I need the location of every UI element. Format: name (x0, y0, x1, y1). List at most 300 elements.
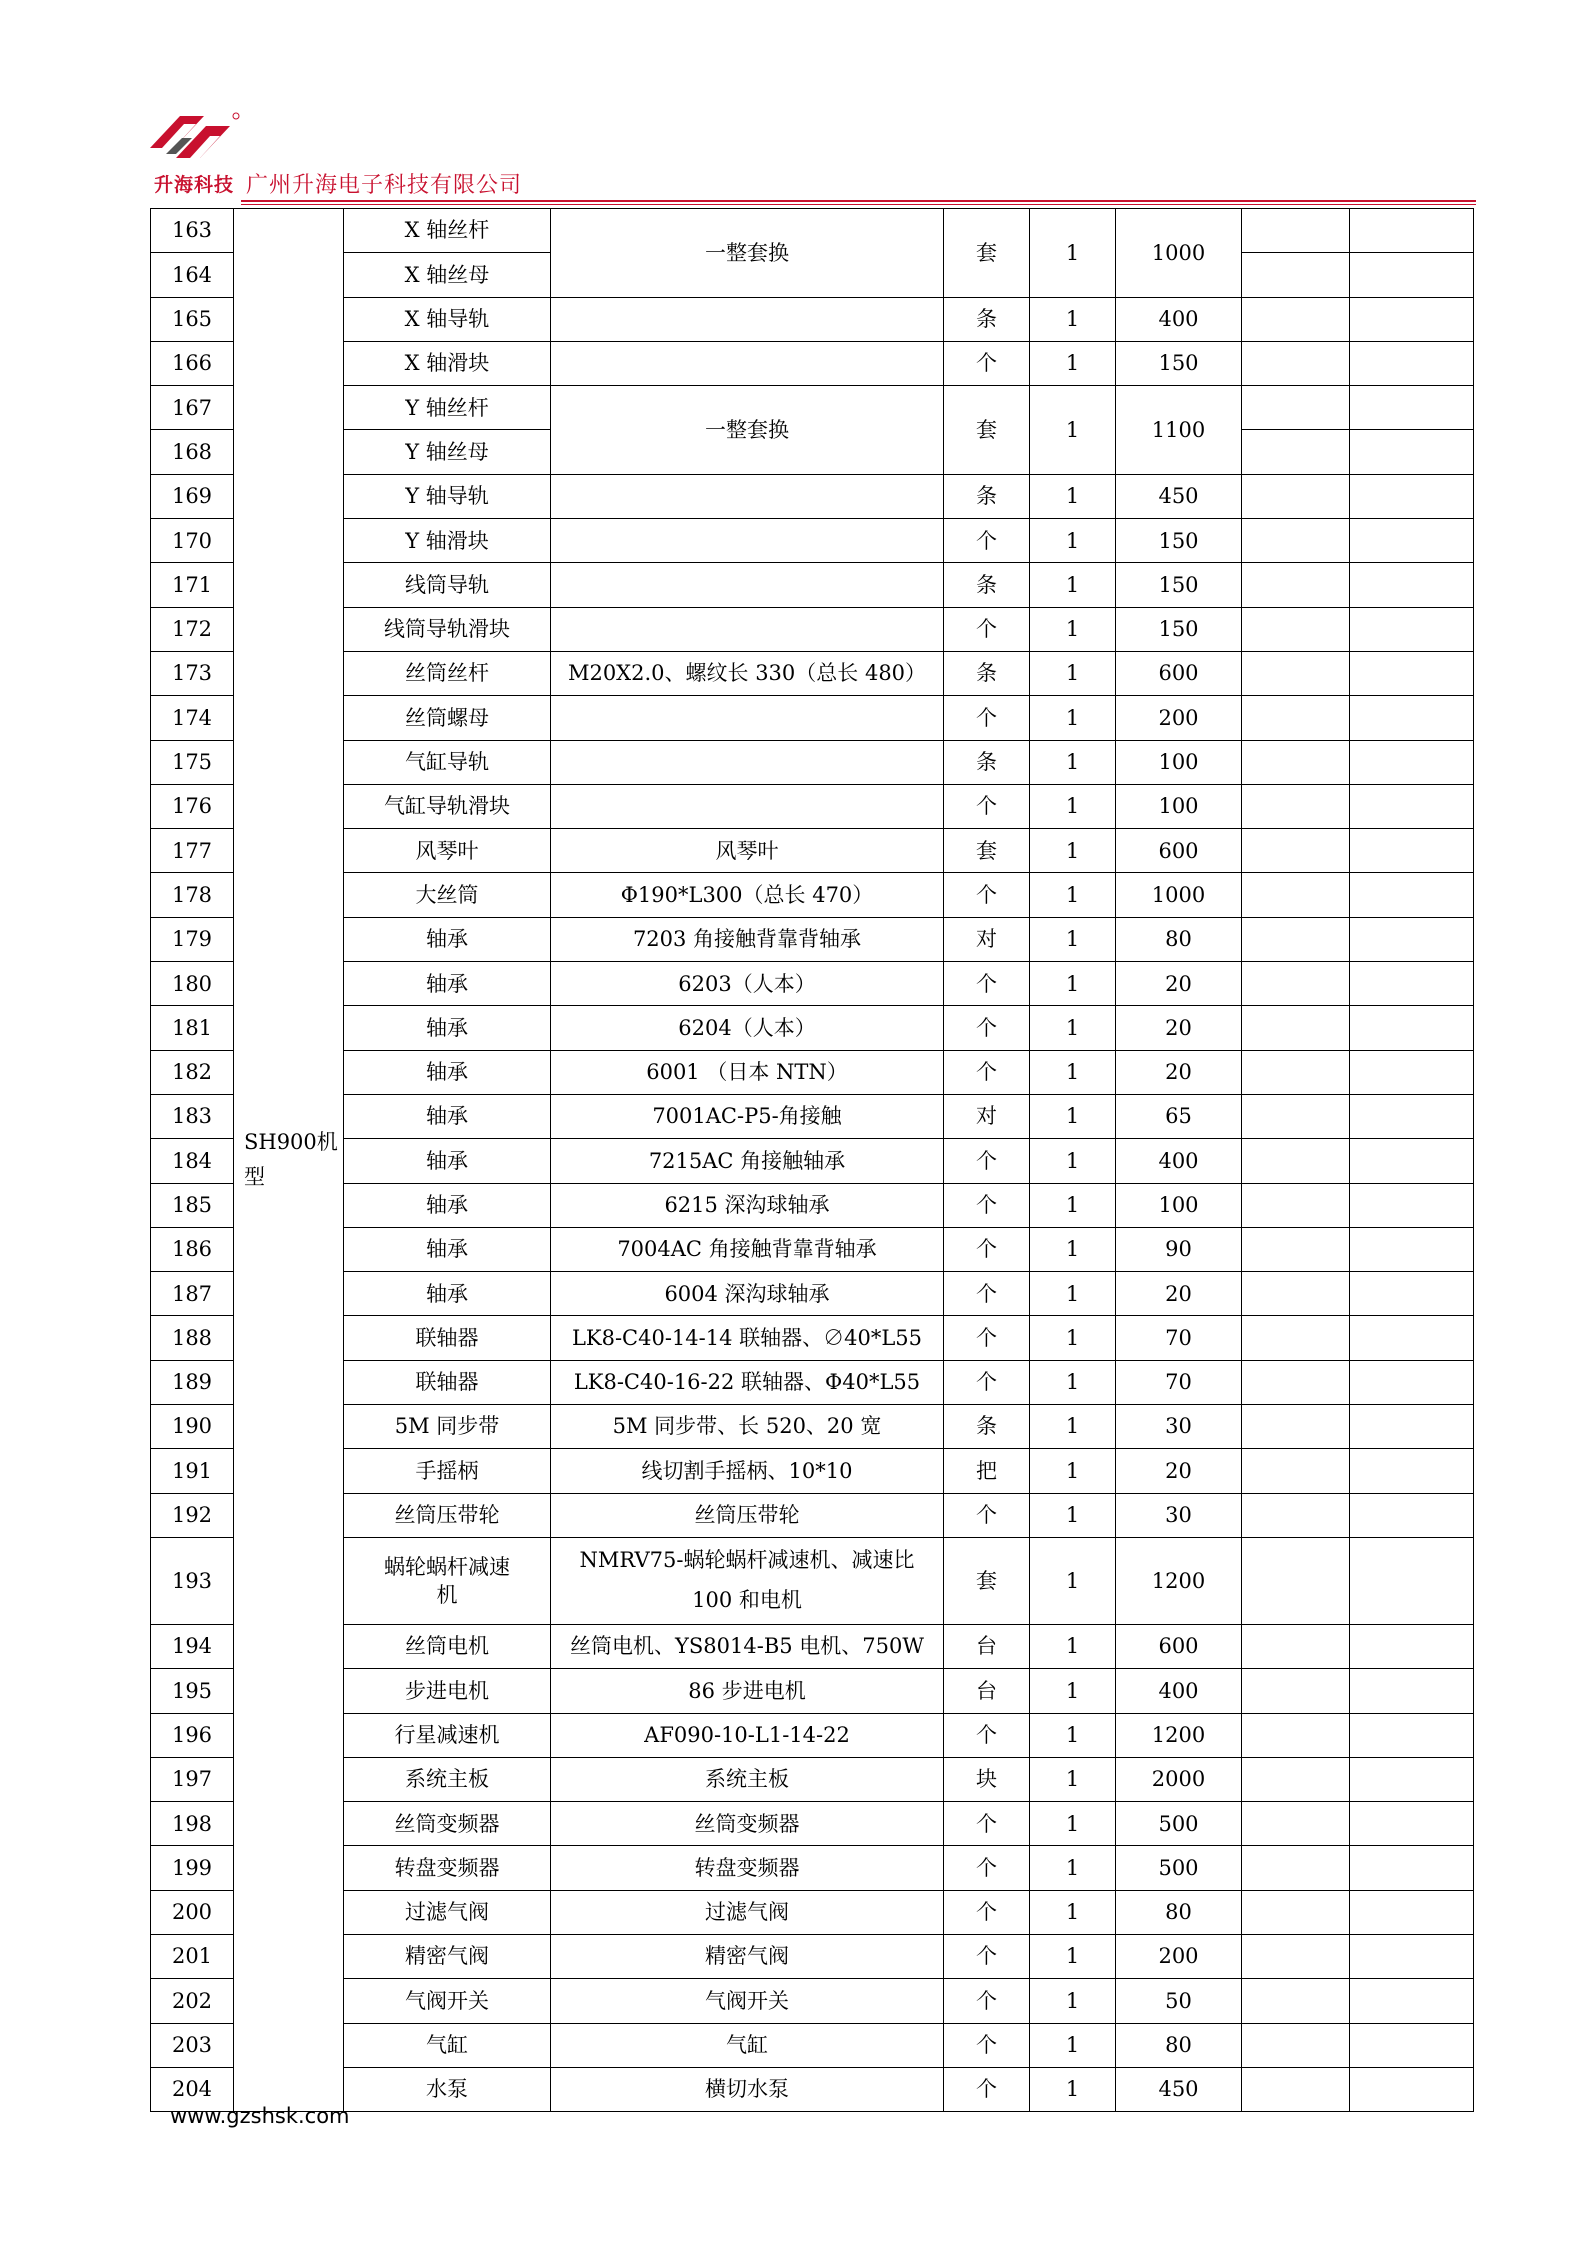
price-cell: 70 (1116, 1316, 1242, 1360)
blank-cell (1242, 784, 1350, 828)
table-row (151, 1050, 1474, 1094)
price-cell: 500 (1116, 1802, 1242, 1846)
blank-cell (1242, 2067, 1350, 2111)
price-cell: 100 (1116, 784, 1242, 828)
quantity-cell: 1 (1030, 519, 1116, 563)
table-row (151, 784, 1474, 828)
unit-cell: 个 (944, 1979, 1030, 2023)
blank-cell (1350, 1757, 1474, 1801)
table-row (151, 341, 1474, 385)
blank-cell (1350, 1139, 1474, 1183)
price-cell: 80 (1116, 917, 1242, 961)
quantity-cell: 1 (1030, 1227, 1116, 1271)
part-name-cell: 步进电机 (344, 1669, 551, 1713)
table-row (151, 1360, 1474, 1404)
part-name-cell: 轴承 (344, 1183, 551, 1227)
blank-cell (1350, 1405, 1474, 1449)
blank-cell (1350, 1183, 1474, 1227)
part-name-cell: 丝筒压带轮 (344, 1493, 551, 1537)
part-name-cell: 轴承 (344, 1094, 551, 1138)
blank-cell (1242, 1802, 1350, 1846)
blank-cell (1350, 1624, 1474, 1668)
spec-cell: AF090-10-L1-14-22 (551, 1713, 944, 1757)
price-cell: 1200 (1116, 1537, 1242, 1624)
unit-cell: 条 (944, 474, 1030, 518)
row-number-cell: 200 (151, 1890, 234, 1934)
table-row (151, 1183, 1474, 1227)
blank-cell (1242, 253, 1350, 297)
spec-cell (551, 607, 944, 651)
table-row (151, 209, 1474, 253)
blank-cell (1350, 962, 1474, 1006)
unit-cell: 套 (944, 386, 1030, 475)
quantity-cell: 1 (1030, 740, 1116, 784)
part-name-cell: X 轴导轨 (344, 297, 551, 341)
unit-cell: 把 (944, 1449, 1030, 1493)
blank-cell (1350, 209, 1474, 253)
price-cell: 1100 (1116, 386, 1242, 475)
unit-cell: 套 (944, 1537, 1030, 1624)
blank-cell (1242, 1094, 1350, 1138)
blank-cell (1350, 696, 1474, 740)
price-cell: 400 (1116, 1139, 1242, 1183)
spec-cell (551, 474, 944, 518)
row-number-cell: 195 (151, 1669, 234, 1713)
row-number-cell: 174 (151, 696, 234, 740)
part-name-cell: 5M 同步带 (344, 1405, 551, 1449)
blank-cell (1350, 474, 1474, 518)
unit-cell: 个 (944, 873, 1030, 917)
part-name-cell: 轴承 (344, 917, 551, 961)
price-cell: 200 (1116, 696, 1242, 740)
row-number-cell: 197 (151, 1757, 234, 1801)
part-name-cell: 精密气阀 (344, 1934, 551, 1978)
price-cell: 2000 (1116, 1757, 1242, 1801)
blank-cell (1350, 1979, 1474, 2023)
unit-cell: 条 (944, 297, 1030, 341)
price-cell: 400 (1116, 297, 1242, 341)
price-cell: 20 (1116, 1050, 1242, 1094)
row-number-cell: 198 (151, 1802, 234, 1846)
part-name-cell: 丝筒电机 (344, 1624, 551, 1668)
blank-cell (1350, 386, 1474, 430)
blank-cell (1242, 696, 1350, 740)
part-name-cell: 气缸导轨 (344, 740, 551, 784)
row-number-cell: 181 (151, 1006, 234, 1050)
blank-cell (1242, 519, 1350, 563)
spec-cell: 丝筒电机、YS8014-B5 电机、750W (551, 1624, 944, 1668)
row-number-cell: 201 (151, 1934, 234, 1978)
part-name-cell: 手摇柄 (344, 1449, 551, 1493)
part-name-cell: 过滤气阀 (344, 1890, 551, 1934)
blank-cell (1350, 2067, 1474, 2111)
spec-cell: 6204（人本） (551, 1006, 944, 1050)
row-number-cell: 185 (151, 1183, 234, 1227)
table-row (151, 1846, 1474, 1890)
row-number-cell: 169 (151, 474, 234, 518)
spec-cell: 精密气阀 (551, 1934, 944, 1978)
table-row (151, 1316, 1474, 1360)
spec-cell (551, 563, 944, 607)
unit-cell: 对 (944, 917, 1030, 961)
row-number-cell: 165 (151, 297, 234, 341)
row-number-cell: 183 (151, 1094, 234, 1138)
table-row (151, 1139, 1474, 1183)
blank-cell (1350, 1934, 1474, 1978)
row-number-cell: 186 (151, 1227, 234, 1271)
quantity-cell: 1 (1030, 1050, 1116, 1094)
blank-cell (1350, 1050, 1474, 1094)
blank-cell (1350, 1316, 1474, 1360)
part-name-cell: 气缸导轨滑块 (344, 784, 551, 828)
blank-cell (1350, 1094, 1474, 1138)
part-name-cell: Y 轴滑块 (344, 519, 551, 563)
table-row (151, 607, 1474, 651)
blank-cell (1242, 1890, 1350, 1934)
price-cell: 500 (1116, 1846, 1242, 1890)
price-cell: 450 (1116, 2067, 1242, 2111)
blank-cell (1242, 474, 1350, 518)
part-name-cell: 轴承 (344, 1006, 551, 1050)
blank-cell (1242, 1449, 1350, 1493)
part-name-cell: X 轴丝杆 (344, 209, 551, 253)
unit-cell: 套 (944, 209, 1030, 298)
price-cell: 100 (1116, 1183, 1242, 1227)
quantity-cell: 1 (1030, 341, 1116, 385)
blank-cell (1242, 430, 1350, 474)
quantity-cell: 1 (1030, 917, 1116, 961)
price-cell: 600 (1116, 829, 1242, 873)
blank-cell (1350, 2023, 1474, 2067)
row-number-cell: 172 (151, 607, 234, 651)
quantity-cell: 1 (1030, 1316, 1116, 1360)
row-number-cell: 182 (151, 1050, 234, 1094)
table-row (151, 917, 1474, 961)
blank-cell (1242, 1713, 1350, 1757)
spec-cell: 7215AC 角接触轴承 (551, 1139, 944, 1183)
table-row (151, 2023, 1474, 2067)
part-name-cell: 轴承 (344, 962, 551, 1006)
price-cell: 450 (1116, 474, 1242, 518)
blank-cell (1350, 1493, 1474, 1537)
blank-cell (1242, 962, 1350, 1006)
spec-cell: Φ190*L300（总长 470） (551, 873, 944, 917)
quantity-cell: 1 (1030, 1537, 1116, 1624)
table-row (151, 474, 1474, 518)
spec-cell: 6004 深沟球轴承 (551, 1272, 944, 1316)
blank-cell (1242, 2023, 1350, 2067)
spec-cell: 一整套换 (551, 209, 944, 298)
blank-cell (1242, 873, 1350, 917)
blank-cell (1350, 1669, 1474, 1713)
part-name-cell: 系统主板 (344, 1757, 551, 1801)
quantity-cell: 1 (1030, 1934, 1116, 1978)
part-name-cell: 联轴器 (344, 1316, 551, 1360)
row-number-cell: 177 (151, 829, 234, 873)
table-row (151, 1493, 1474, 1537)
footer-website-link[interactable]: www.gzshsk.com (170, 2104, 350, 2128)
blank-cell (1350, 1713, 1474, 1757)
blank-cell (1242, 1846, 1350, 1890)
quantity-cell: 1 (1030, 1094, 1116, 1138)
row-number-cell: 193 (151, 1537, 234, 1624)
unit-cell: 个 (944, 341, 1030, 385)
blank-cell (1350, 607, 1474, 651)
spec-cell: 气阀开关 (551, 1979, 944, 2023)
part-name-cell: 转盘变频器 (344, 1846, 551, 1890)
spec-cell: 5M 同步带、长 520、20 宽 (551, 1405, 944, 1449)
spec-cell: 过滤气阀 (551, 1890, 944, 1934)
blank-cell (1242, 1979, 1350, 2023)
price-cell: 150 (1116, 341, 1242, 385)
unit-cell: 个 (944, 696, 1030, 740)
quantity-cell: 1 (1030, 696, 1116, 740)
blank-cell (1350, 1846, 1474, 1890)
unit-cell: 个 (944, 1272, 1030, 1316)
quantity-cell: 1 (1030, 1624, 1116, 1668)
blank-cell (1350, 784, 1474, 828)
row-number-cell: 180 (151, 962, 234, 1006)
row-number-cell: 184 (151, 1139, 234, 1183)
row-number-cell: 189 (151, 1360, 234, 1404)
blank-cell (1350, 341, 1474, 385)
company-name: 广州升海电子科技有限公司 (246, 173, 523, 198)
unit-cell: 对 (944, 1094, 1030, 1138)
price-cell: 20 (1116, 962, 1242, 1006)
blank-cell (1242, 1316, 1350, 1360)
spec-cell: 7004AC 角接触背靠背轴承 (551, 1227, 944, 1271)
row-number-cell: 167 (151, 386, 234, 430)
table-row (151, 829, 1474, 873)
row-number-cell: 176 (151, 784, 234, 828)
table-row (151, 519, 1474, 563)
header-divider (241, 200, 1476, 205)
price-cell: 20 (1116, 1449, 1242, 1493)
blank-cell (1242, 607, 1350, 651)
row-number-cell: 204 (151, 2067, 234, 2111)
quantity-cell: 1 (1030, 1139, 1116, 1183)
blank-cell (1242, 651, 1350, 695)
blank-cell (1242, 1669, 1350, 1713)
spec-cell: M20X2.0、螺纹长 330（总长 480） (551, 651, 944, 695)
blank-cell (1242, 1227, 1350, 1271)
spec-cell: 6203（人本） (551, 962, 944, 1006)
quantity-cell: 1 (1030, 474, 1116, 518)
row-number-cell: 175 (151, 740, 234, 784)
parts-price-table (150, 208, 1474, 2112)
blank-cell (1350, 1802, 1474, 1846)
blank-cell (1242, 341, 1350, 385)
quantity-cell: 1 (1030, 1846, 1116, 1890)
unit-cell: 个 (944, 1050, 1030, 1094)
part-name-cell: 行星减速机 (344, 1713, 551, 1757)
part-name-cell: 丝筒螺母 (344, 696, 551, 740)
unit-cell: 个 (944, 1360, 1030, 1404)
row-number-cell: 196 (151, 1713, 234, 1757)
unit-cell: 个 (944, 1227, 1030, 1271)
row-number-cell: 168 (151, 430, 234, 474)
blank-cell (1242, 1624, 1350, 1668)
price-cell: 100 (1116, 740, 1242, 784)
blank-cell (1242, 1139, 1350, 1183)
spec-cell: 86 步进电机 (551, 1669, 944, 1713)
row-number-cell: 164 (151, 253, 234, 297)
spec-cell: 气缸 (551, 2023, 944, 2067)
spec-cell: 转盘变频器 (551, 1846, 944, 1890)
part-name-cell: 轴承 (344, 1139, 551, 1183)
quantity-cell: 1 (1030, 1360, 1116, 1404)
unit-cell: 块 (944, 1757, 1030, 1801)
spec-cell: LK8-C40-14-14 联轴器、∅40*L55 (551, 1316, 944, 1360)
row-number-cell: 202 (151, 1979, 234, 2023)
unit-cell: 个 (944, 1139, 1030, 1183)
table-row (151, 1890, 1474, 1934)
unit-cell: 台 (944, 1669, 1030, 1713)
blank-cell (1242, 740, 1350, 784)
price-cell: 600 (1116, 651, 1242, 695)
blank-cell (1242, 1360, 1350, 1404)
row-number-cell: 199 (151, 1846, 234, 1890)
logo-caption: 升海科技 (154, 174, 235, 196)
blank-cell (1242, 1934, 1350, 1978)
table-row (151, 1669, 1474, 1713)
blank-cell (1350, 1537, 1474, 1624)
quantity-cell: 1 (1030, 209, 1116, 298)
row-number-cell: 173 (151, 651, 234, 695)
table-row (151, 873, 1474, 917)
blank-cell (1350, 430, 1474, 474)
company-logo-icon (146, 108, 242, 170)
part-name-cell: 水泵 (344, 2067, 551, 2111)
quantity-cell: 1 (1030, 1006, 1116, 1050)
page-header (146, 108, 1476, 208)
row-number-cell: 187 (151, 1272, 234, 1316)
blank-cell (1350, 1272, 1474, 1316)
unit-cell: 套 (944, 829, 1030, 873)
spec-cell: 丝筒压带轮 (551, 1493, 944, 1537)
row-number-cell: 191 (151, 1449, 234, 1493)
unit-cell: 个 (944, 1934, 1030, 1978)
row-number-cell: 203 (151, 2023, 234, 2067)
quantity-cell: 1 (1030, 386, 1116, 475)
spec-cell: 7001AC-P5-角接触 (551, 1094, 944, 1138)
table-row (151, 1713, 1474, 1757)
part-name-cell: 线筒导轨 (344, 563, 551, 607)
table-row (151, 1979, 1474, 2023)
quantity-cell: 1 (1030, 1272, 1116, 1316)
unit-cell: 个 (944, 607, 1030, 651)
row-number-cell: 192 (151, 1493, 234, 1537)
unit-cell: 个 (944, 962, 1030, 1006)
table-row (151, 1006, 1474, 1050)
price-cell: 65 (1116, 1094, 1242, 1138)
price-cell: 150 (1116, 563, 1242, 607)
blank-cell (1350, 917, 1474, 961)
blank-cell (1242, 563, 1350, 607)
blank-cell (1242, 1006, 1350, 1050)
price-cell: 150 (1116, 607, 1242, 651)
table-row (151, 1537, 1474, 1624)
unit-cell: 台 (944, 1624, 1030, 1668)
price-cell: 70 (1116, 1360, 1242, 1404)
blank-cell (1242, 1183, 1350, 1227)
quantity-cell: 1 (1030, 1669, 1116, 1713)
price-cell: 1200 (1116, 1713, 1242, 1757)
unit-cell: 个 (944, 519, 1030, 563)
unit-cell: 个 (944, 1713, 1030, 1757)
price-cell: 150 (1116, 519, 1242, 563)
unit-cell: 个 (944, 1802, 1030, 1846)
part-name-cell: 联轴器 (344, 1360, 551, 1404)
blank-cell (1350, 651, 1474, 695)
quantity-cell: 1 (1030, 651, 1116, 695)
price-cell: 30 (1116, 1405, 1242, 1449)
quantity-cell: 1 (1030, 829, 1116, 873)
price-cell: 200 (1116, 1934, 1242, 1978)
price-cell: 1000 (1116, 209, 1242, 298)
quantity-cell: 1 (1030, 297, 1116, 341)
table-row (151, 1624, 1474, 1668)
table-row (151, 740, 1474, 784)
unit-cell: 条 (944, 1405, 1030, 1449)
blank-cell (1350, 519, 1474, 563)
price-cell: 600 (1116, 1624, 1242, 1668)
part-name-cell: Y 轴丝杆 (344, 386, 551, 430)
blank-cell (1350, 1227, 1474, 1271)
table-row (151, 386, 1474, 430)
quantity-cell: 1 (1030, 1493, 1116, 1537)
row-number-cell: 178 (151, 873, 234, 917)
table-row (151, 651, 1474, 695)
quantity-cell: 1 (1030, 962, 1116, 1006)
blank-cell (1350, 1449, 1474, 1493)
quantity-cell: 1 (1030, 2067, 1116, 2111)
quantity-cell: 1 (1030, 1802, 1116, 1846)
spec-cell: 丝筒变频器 (551, 1802, 944, 1846)
price-cell: 50 (1116, 1979, 1242, 2023)
quantity-cell: 1 (1030, 1757, 1116, 1801)
part-name-cell: 气阀开关 (344, 1979, 551, 2023)
blank-cell (1350, 563, 1474, 607)
spec-cell: 横切水泵 (551, 2067, 944, 2111)
table-row (151, 1094, 1474, 1138)
blank-cell (1242, 1272, 1350, 1316)
blank-cell (1242, 297, 1350, 341)
blank-cell (1242, 829, 1350, 873)
unit-cell: 个 (944, 1183, 1030, 1227)
spec-cell: 6215 深沟球轴承 (551, 1183, 944, 1227)
row-number-cell: 170 (151, 519, 234, 563)
table-row (151, 297, 1474, 341)
spec-cell: 风琴叶 (551, 829, 944, 873)
blank-cell (1242, 1050, 1350, 1094)
unit-cell: 个 (944, 1846, 1030, 1890)
table-row (151, 1757, 1474, 1801)
quantity-cell: 1 (1030, 563, 1116, 607)
quantity-cell: 1 (1030, 1449, 1116, 1493)
price-cell: 90 (1116, 1227, 1242, 1271)
price-cell: 30 (1116, 1493, 1242, 1537)
blank-cell (1350, 253, 1474, 297)
table-row (151, 1405, 1474, 1449)
price-cell: 400 (1116, 1669, 1242, 1713)
blank-cell (1350, 873, 1474, 917)
part-name-cell: X 轴滑块 (344, 341, 551, 385)
quantity-cell: 1 (1030, 1890, 1116, 1934)
blank-cell (1242, 386, 1350, 430)
part-name-cell: Y 轴丝母 (344, 430, 551, 474)
quantity-cell: 1 (1030, 1713, 1116, 1757)
